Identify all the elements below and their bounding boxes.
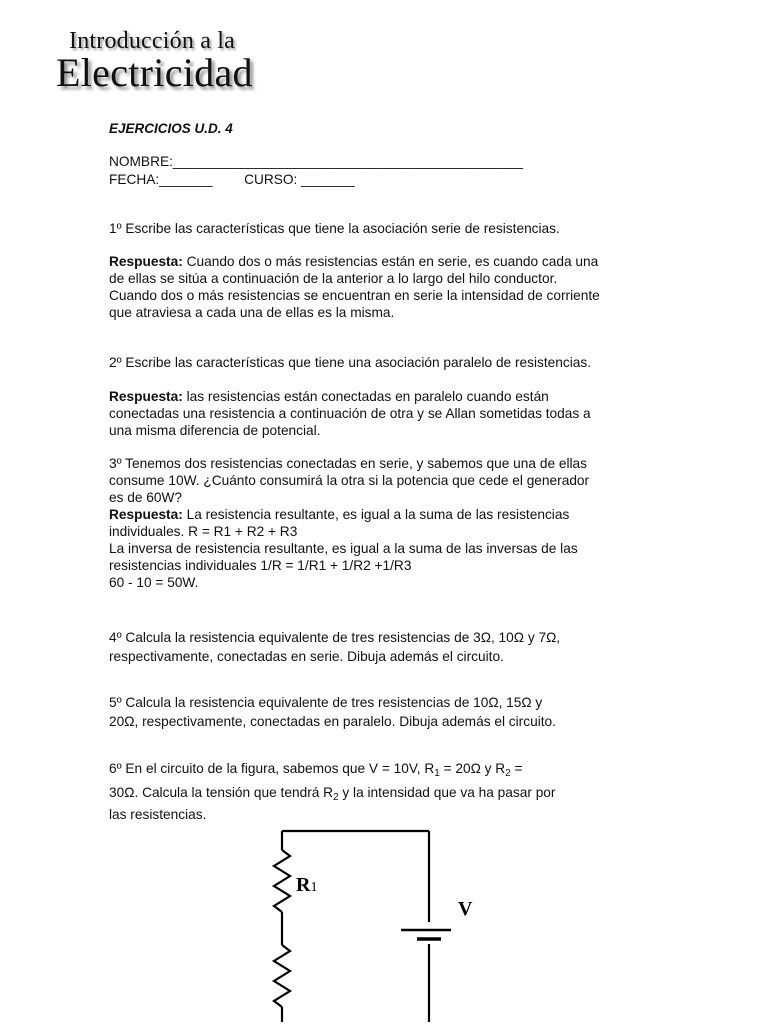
- logo: [56, 28, 276, 93]
- answer-1-line4: que atraviesa a cada una de ellas es la misma.: [109, 305, 395, 320]
- battery-symbol: [401, 930, 451, 939]
- answer-1-line2: de ellas se sitúa a continuación de la anterior a lo largo del hilo conductor.: [109, 271, 558, 286]
- question-6-line2a: 30Ω. Calcula la tensión que tendrá R: [109, 785, 334, 800]
- question-1: 1º Escribe las características que tiene la asociación serie de resistencias.: [109, 221, 560, 236]
- answer-2-line2: conectadas una resistencia a continuación de otra y se Allan sometidas todas a: [109, 406, 591, 421]
- answer-3-line5: 60 - 10 = 50W.: [109, 575, 199, 590]
- logo-title-line2: Electricidad: [56, 50, 253, 95]
- question-5-line2: 20Ω, respectivamente, conectadas en paralelo. Dibuja además el circuito.: [109, 714, 556, 729]
- answer-3-line2: individuales. R = R1 + R2 + R3: [109, 524, 298, 539]
- question-6-line1c: =: [510, 761, 523, 776]
- name-line: [109, 153, 669, 170]
- answer-3-line4: resistencias individuales 1/R = 1/R1 + 1/R2 +1/R3: [109, 558, 412, 573]
- question-4-line2: respectivamente, conectadas en serie. Dibuja además el circuito.: [109, 649, 504, 664]
- question-6-line1b: = 20Ω y R: [439, 761, 506, 776]
- question-3-line2: consume 10W. ¿Cuánto consumirá la otra si la potencia que cede el generador: [109, 473, 590, 488]
- question-6: [109, 759, 669, 822]
- question-3-line1: 3º Tenemos dos resistencias conectadas en serie, y sabemos que una de ellas: [109, 456, 588, 471]
- circuit-diagram: [260, 822, 500, 1024]
- subscript-r2b: 2: [333, 792, 339, 803]
- date-field: FECHA:_______: [109, 172, 213, 187]
- answer-1-label: Respuesta:: [109, 254, 183, 269]
- logo-title-line1: Introducción a la: [69, 28, 235, 54]
- question-6-line1a: 6º En el circuito de la figura, sabemos que V = 10V, R: [109, 761, 435, 776]
- course-field: CURSO: _______: [244, 172, 355, 187]
- subscript-r2: 2: [505, 768, 511, 779]
- date-course-line: [109, 171, 669, 188]
- answer-3-line3: La inversa de resistencia resultante, es igual a la suma de las inversas de las: [109, 541, 578, 556]
- question-5-line1: 5º Calcula la resistencia equivalente de tres resistencias de 10Ω, 15Ω y: [109, 695, 543, 710]
- answer-3-label: Respuesta:: [109, 507, 183, 522]
- resistor-r2: [274, 945, 290, 1007]
- name-field: NOMBRE:______________________________________________: [109, 154, 524, 169]
- answer-2-label: Respuesta:: [109, 389, 183, 404]
- question-3: [109, 455, 669, 591]
- question-6-line2b: y la intensidad que va ha pasar por: [338, 785, 556, 800]
- answer-1-line3: Cuando dos o más resistencias se encuentran en serie la intensidad de corriente: [109, 288, 600, 303]
- answer-2-line1: las resistencias están conectadas en paralelo cuando están: [182, 389, 549, 404]
- r1-label: R1: [296, 874, 318, 896]
- answer-2: [109, 388, 669, 439]
- answer-3-line1: La resistencia resultante, es igual a la suma de las resistencias: [182, 507, 570, 522]
- question-5: [109, 693, 669, 731]
- question-2: 2º Escribe las características que tiene una asociación paralelo de resistencias.: [109, 355, 592, 370]
- question-4: [109, 628, 669, 666]
- resistor-r1: [274, 850, 290, 912]
- question-4-line1: 4º Calcula la resistencia equivalente de tres resistencias de 3Ω, 10Ω y 7Ω,: [109, 630, 561, 645]
- answer-2-line3: una misma diferencia de potencial.: [109, 423, 321, 438]
- worksheet-title: EJERCICIOS U.D. 4: [109, 121, 233, 136]
- voltage-label: V: [458, 898, 473, 920]
- answer-1: [109, 253, 669, 321]
- answer-1-line1: Cuando dos o más resistencias están en serie, es cuando cada una: [182, 254, 599, 269]
- subscript-r1: 1: [434, 768, 440, 779]
- question-6-line3: las resistencias.: [109, 807, 207, 822]
- question-3-line3: es de 60W?: [109, 490, 183, 505]
